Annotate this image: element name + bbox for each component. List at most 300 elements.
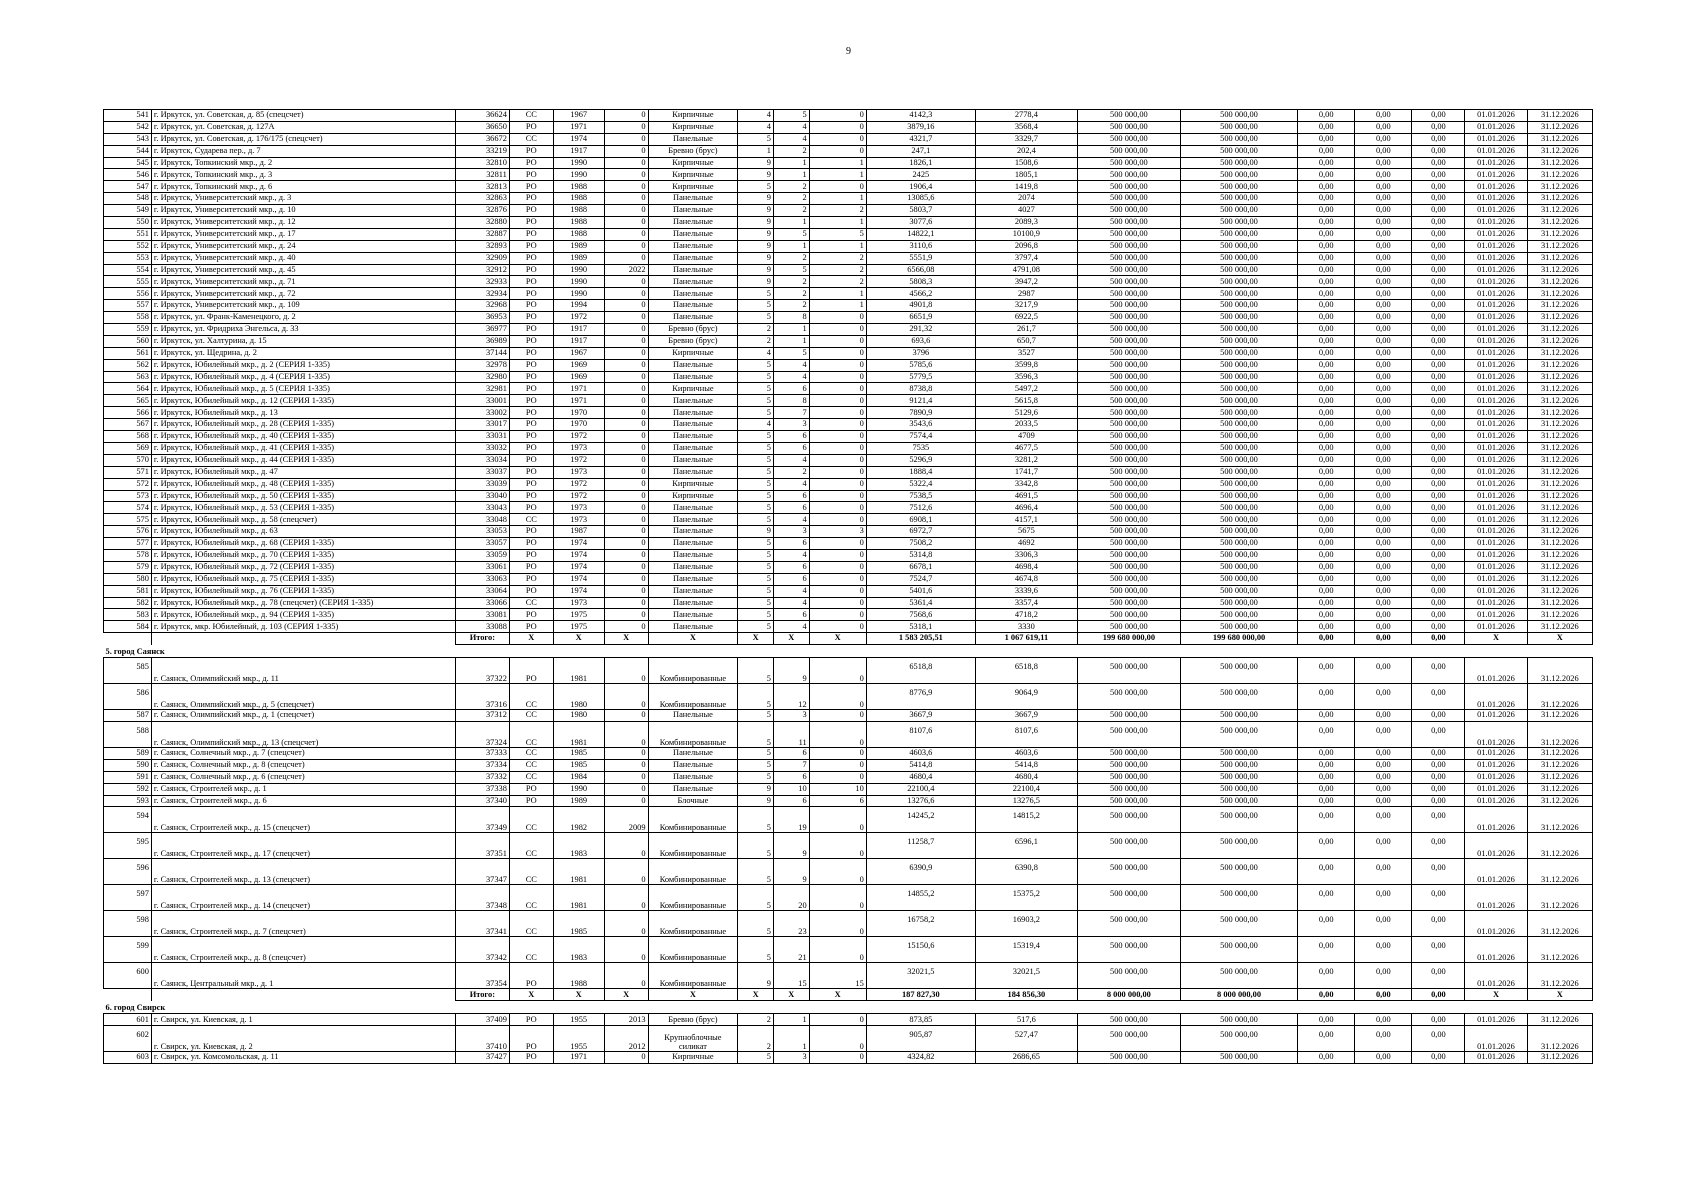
address: г. Иркутск, Юбилейный мкр., д. 58 (спецсчет): [151, 514, 455, 526]
cost-fund: 500 000,00: [1180, 1026, 1297, 1052]
row-number: 593: [104, 795, 152, 807]
cost-other: 0,00: [1412, 710, 1465, 722]
cost-budget-1: 0,00: [1298, 911, 1355, 937]
cost-budget-2: 0,00: [1355, 514, 1412, 526]
elevators: 0: [809, 133, 866, 145]
start-date: 01.01.2026: [1465, 684, 1527, 710]
table-row: [104, 549, 1593, 561]
total-value: 199 680 000,00: [1180, 633, 1297, 645]
cost-fund: 500 000,00: [1180, 157, 1297, 169]
repair-year: 0: [604, 181, 648, 193]
elevators: 0: [809, 1026, 866, 1052]
build-year: 1974: [553, 585, 604, 597]
entrances: 4: [773, 621, 809, 633]
cost-other: 0,00: [1412, 721, 1465, 747]
row-number: 563: [104, 371, 152, 383]
build-year: 1971: [553, 1052, 604, 1064]
cost-fund: 500 000,00: [1180, 833, 1297, 859]
elevators: 0: [809, 1052, 866, 1064]
entrances: 5: [773, 347, 809, 359]
total-area: 11258,7: [866, 833, 975, 859]
end-date: 31.12.2026: [1527, 609, 1592, 621]
build-year: 1983: [553, 937, 604, 963]
house-id: 36953: [455, 312, 509, 324]
address: г. Иркутск, Университетский мкр., д. 40: [151, 252, 455, 264]
cost-budget-1: 0,00: [1298, 359, 1355, 371]
cost-other: 0,00: [1412, 609, 1465, 621]
house-id: 36650: [455, 121, 509, 133]
elevators: 0: [809, 747, 866, 759]
end-date: 31.12.2026: [1527, 573, 1592, 585]
total-area: 3110,6: [866, 240, 975, 252]
house-id: 32880: [455, 217, 509, 229]
address: г. Свирск, ул. Киевская, д. 2: [151, 1026, 455, 1052]
cost-budget-2: 0,00: [1355, 526, 1412, 538]
table-row: [104, 795, 1593, 807]
table-row: [104, 252, 1593, 264]
living-area: 2089,3: [975, 217, 1077, 229]
start-date: 01.01.2026: [1465, 335, 1527, 347]
cost-other: 0,00: [1412, 276, 1465, 288]
living-area: 2033,5: [975, 419, 1077, 431]
floors: 5: [738, 859, 774, 885]
cost-other: 0,00: [1412, 110, 1465, 122]
cost-total: 500 000,00: [1077, 658, 1180, 684]
floors: 1: [738, 145, 774, 157]
end-date: 31.12.2026: [1527, 561, 1592, 573]
start-date: 01.01.2026: [1465, 359, 1527, 371]
cost-total: 500 000,00: [1077, 721, 1180, 747]
house-id: 37342: [455, 937, 509, 963]
table-row: [104, 1026, 1593, 1052]
floors: 5: [738, 721, 774, 747]
address: г. Саянск, Строителей мкр., д. 1: [151, 783, 455, 795]
row-number: 585: [104, 658, 152, 684]
cost-other: 0,00: [1412, 771, 1465, 783]
start-date: 01.01.2026: [1465, 747, 1527, 759]
cost-other: 0,00: [1412, 264, 1465, 276]
floors: 5: [738, 514, 774, 526]
living-area: 4027: [975, 205, 1077, 217]
elevators: 0: [809, 597, 866, 609]
floors: 9: [738, 205, 774, 217]
table-row: [104, 538, 1593, 550]
table-row: [104, 335, 1593, 347]
section-header: [104, 645, 1593, 658]
total-area: 32021,5: [866, 963, 975, 989]
cost-budget-2: 0,00: [1355, 597, 1412, 609]
address: г. Иркутск, ул. Франк-Каменецкого, д. 2: [151, 312, 455, 324]
entrances: 4: [773, 454, 809, 466]
address: г. Иркутск, Юбилейный мкр., д. 68 (СЕРИЯ 1-335): [151, 538, 455, 550]
row-number: 555: [104, 276, 152, 288]
house-id: 33032: [455, 442, 509, 454]
elevators: 0: [809, 347, 866, 359]
wall-material: Комбинированные: [648, 963, 738, 989]
start-date: 01.01.2026: [1465, 383, 1527, 395]
table-row: [104, 157, 1593, 169]
living-area: 3306,3: [975, 549, 1077, 561]
end-date: 31.12.2026: [1527, 747, 1592, 759]
table-row: [104, 561, 1593, 573]
cost-budget-2: 0,00: [1355, 228, 1412, 240]
elevators: 0: [809, 312, 866, 324]
elevators: 0: [809, 710, 866, 722]
total-value: 187 827,30: [866, 989, 975, 1001]
table-row: [104, 288, 1593, 300]
start-date: 01.01.2026: [1465, 371, 1527, 383]
cost-total: 500 000,00: [1077, 963, 1180, 989]
total-area: 16758,2: [866, 911, 975, 937]
elevators: 0: [809, 561, 866, 573]
account-type: СС: [509, 597, 553, 609]
table-row: [104, 684, 1593, 710]
cost-fund: 500 000,00: [1180, 300, 1297, 312]
cost-budget-2: 0,00: [1355, 771, 1412, 783]
end-date: 31.12.2026: [1527, 431, 1592, 443]
living-area: 4674,8: [975, 573, 1077, 585]
cost-budget-2: 0,00: [1355, 833, 1412, 859]
wall-material: Кирпичные: [648, 181, 738, 193]
row-number: 592: [104, 783, 152, 795]
table-row: [104, 609, 1593, 621]
end-date: 31.12.2026: [1527, 110, 1592, 122]
cost-total: 500 000,00: [1077, 181, 1180, 193]
wall-material: Комбинированные: [648, 937, 738, 963]
living-area: 15375,2: [975, 885, 1077, 911]
cost-total: 500 000,00: [1077, 1026, 1180, 1052]
cost-other: 0,00: [1412, 783, 1465, 795]
build-year: 1972: [553, 312, 604, 324]
start-date: 01.01.2026: [1465, 609, 1527, 621]
living-area: 650,7: [975, 335, 1077, 347]
entrances: 1: [773, 1026, 809, 1052]
account-type: РО: [509, 288, 553, 300]
cost-budget-1: 0,00: [1298, 442, 1355, 454]
cost-total: 500 000,00: [1077, 383, 1180, 395]
cost-fund: 500 000,00: [1180, 264, 1297, 276]
floors: 2: [738, 1014, 774, 1026]
entrances: 11: [773, 721, 809, 747]
total-area: 7508,2: [866, 538, 975, 550]
cost-fund: 500 000,00: [1180, 228, 1297, 240]
house-id: 33059: [455, 549, 509, 561]
house-id: 33066: [455, 597, 509, 609]
end-date: 31.12.2026: [1527, 181, 1592, 193]
end-date: 31.12.2026: [1527, 217, 1592, 229]
cost-fund: 500 000,00: [1180, 217, 1297, 229]
floors: 5: [738, 538, 774, 550]
elevators: 0: [809, 833, 866, 859]
housing-repair-table: [103, 109, 1593, 1064]
elevators: 0: [809, 490, 866, 502]
house-id: 33061: [455, 561, 509, 573]
build-year: 1989: [553, 795, 604, 807]
cost-total: 500 000,00: [1077, 478, 1180, 490]
house-id: 37341: [455, 911, 509, 937]
cost-budget-1: 0,00: [1298, 684, 1355, 710]
repair-year: 0: [604, 395, 648, 407]
living-area: 527,47: [975, 1026, 1077, 1052]
cost-other: 0,00: [1412, 885, 1465, 911]
elevators: 0: [809, 621, 866, 633]
cost-budget-1: 0,00: [1298, 526, 1355, 538]
build-year: 1990: [553, 783, 604, 795]
cost-budget-2: 0,00: [1355, 157, 1412, 169]
cost-fund: 500 000,00: [1180, 133, 1297, 145]
total-area: 7535: [866, 442, 975, 454]
end-date: 31.12.2026: [1527, 419, 1592, 431]
total-area: 14855,2: [866, 885, 975, 911]
account-type: СС: [509, 807, 553, 833]
address: г. Иркутск, ул. Советская, д. 85 (спецсчет): [151, 110, 455, 122]
house-id: 37348: [455, 885, 509, 911]
entrances: 6: [773, 573, 809, 585]
entrances: 1: [773, 335, 809, 347]
elevators: 0: [809, 442, 866, 454]
elevators: 0: [809, 371, 866, 383]
total-area: 905,87: [866, 1026, 975, 1052]
end-date: 31.12.2026: [1527, 252, 1592, 264]
cost-other: 0,00: [1412, 585, 1465, 597]
account-type: РО: [509, 312, 553, 324]
cost-fund: 500 000,00: [1180, 759, 1297, 771]
account-type: СС: [509, 684, 553, 710]
house-id: 33057: [455, 538, 509, 550]
cost-total: 500 000,00: [1077, 288, 1180, 300]
row-number: 557: [104, 300, 152, 312]
row-number: 576: [104, 526, 152, 538]
row-number: 578: [104, 549, 152, 561]
start-date: 01.01.2026: [1465, 514, 1527, 526]
cost-budget-2: 0,00: [1355, 721, 1412, 747]
cost-other: 0,00: [1412, 658, 1465, 684]
cost-other: 0,00: [1412, 807, 1465, 833]
account-type: РО: [509, 181, 553, 193]
row-number: 550: [104, 217, 152, 229]
row-number: 580: [104, 573, 152, 585]
elevators: 0: [809, 383, 866, 395]
cost-budget-1: 0,00: [1298, 181, 1355, 193]
x-mark: X: [604, 633, 648, 645]
account-type: РО: [509, 169, 553, 181]
house-id: 33219: [455, 145, 509, 157]
row-number: 561: [104, 347, 152, 359]
section-title: 6. город Свирск: [104, 1001, 1593, 1014]
cost-other: 0,00: [1412, 466, 1465, 478]
house-id: 33039: [455, 478, 509, 490]
floors: 5: [738, 833, 774, 859]
wall-material: Панельные: [648, 442, 738, 454]
build-year: 1973: [553, 514, 604, 526]
account-type: СС: [509, 859, 553, 885]
living-area: 4698,4: [975, 561, 1077, 573]
repair-year: 0: [604, 407, 648, 419]
start-date: 01.01.2026: [1465, 324, 1527, 336]
start-date: 01.01.2026: [1465, 264, 1527, 276]
table-row: [104, 526, 1593, 538]
house-id: 37312: [455, 710, 509, 722]
cost-other: 0,00: [1412, 407, 1465, 419]
build-year: 1981: [553, 885, 604, 911]
start-date: 01.01.2026: [1465, 110, 1527, 122]
wall-material: Кирпичные: [648, 1052, 738, 1064]
address: г. Иркутск, мкр. Юбилейный, д. 103 (СЕРИЯ 1-335): [151, 621, 455, 633]
total-area: 5401,6: [866, 585, 975, 597]
cost-budget-1: 0,00: [1298, 621, 1355, 633]
cost-other: 0,00: [1412, 288, 1465, 300]
wall-material: Панельные: [648, 710, 738, 722]
cost-budget-2: 0,00: [1355, 859, 1412, 885]
cost-budget-1: 0,00: [1298, 312, 1355, 324]
end-date: 31.12.2026: [1527, 335, 1592, 347]
start-date: 01.01.2026: [1465, 658, 1527, 684]
repair-year: 2022: [604, 264, 648, 276]
house-id: 37338: [455, 783, 509, 795]
cost-budget-2: 0,00: [1355, 585, 1412, 597]
cost-total: 500 000,00: [1077, 205, 1180, 217]
house-id: 32980: [455, 371, 509, 383]
cost-budget-2: 0,00: [1355, 783, 1412, 795]
living-area: 2074: [975, 193, 1077, 205]
address: г. Саянск, Олимпийский мкр., д. 1 (спецсчет): [151, 710, 455, 722]
table-row: [104, 759, 1593, 771]
cost-total: 500 000,00: [1077, 490, 1180, 502]
cost-total: 500 000,00: [1077, 759, 1180, 771]
total-area: 8107,6: [866, 721, 975, 747]
cost-total: 500 000,00: [1077, 783, 1180, 795]
living-area: 9064,9: [975, 684, 1077, 710]
house-id: 36624: [455, 110, 509, 122]
cost-budget-1: 0,00: [1298, 157, 1355, 169]
total-value: 1 583 205,51: [866, 633, 975, 645]
repair-year: 0: [604, 193, 648, 205]
cost-fund: 500 000,00: [1180, 419, 1297, 431]
entrances: 10: [773, 783, 809, 795]
end-date: 31.12.2026: [1527, 585, 1592, 597]
row-number: 571: [104, 466, 152, 478]
elevators: 0: [809, 324, 866, 336]
account-type: РО: [509, 276, 553, 288]
build-year: 1955: [553, 1026, 604, 1052]
address: г. Иркутск, Университетский мкр., д. 12: [151, 217, 455, 229]
wall-material: Панельные: [648, 252, 738, 264]
row-number: 599: [104, 937, 152, 963]
address: г. Саянск, Олимпийский мкр., д. 11: [151, 658, 455, 684]
cost-fund: 500 000,00: [1180, 609, 1297, 621]
start-date: 01.01.2026: [1465, 963, 1527, 989]
total-area: 3796: [866, 347, 975, 359]
total-area: 5551,9: [866, 252, 975, 264]
row-number: 549: [104, 205, 152, 217]
elevators: 0: [809, 502, 866, 514]
end-date: 31.12.2026: [1527, 133, 1592, 145]
cost-budget-1: 0,00: [1298, 1026, 1355, 1052]
cost-budget-2: 0,00: [1355, 324, 1412, 336]
floors: 5: [738, 759, 774, 771]
floors: 5: [738, 684, 774, 710]
cost-other: 0,00: [1412, 431, 1465, 443]
entrances: 4: [773, 371, 809, 383]
cost-fund: 500 000,00: [1180, 963, 1297, 989]
elevators: 1: [809, 169, 866, 181]
account-type: РО: [509, 228, 553, 240]
house-id: 37427: [455, 1052, 509, 1064]
elevators: 0: [809, 466, 866, 478]
wall-material: Комбинированные: [648, 911, 738, 937]
repair-year: 0: [604, 963, 648, 989]
living-area: 3596,3: [975, 371, 1077, 383]
row-number: 603: [104, 1052, 152, 1064]
cost-fund: 500 000,00: [1180, 937, 1297, 963]
end-date: 31.12.2026: [1527, 514, 1592, 526]
cost-budget-1: 0,00: [1298, 383, 1355, 395]
cost-budget-2: 0,00: [1355, 454, 1412, 466]
build-year: 1974: [553, 549, 604, 561]
cost-fund: 500 000,00: [1180, 288, 1297, 300]
cost-total: 500 000,00: [1077, 538, 1180, 550]
entrances: 7: [773, 407, 809, 419]
row-number: 589: [104, 747, 152, 759]
cost-other: 0,00: [1412, 561, 1465, 573]
house-id: 37351: [455, 833, 509, 859]
cost-fund: 500 000,00: [1180, 597, 1297, 609]
cost-budget-1: 0,00: [1298, 324, 1355, 336]
cost-total: 500 000,00: [1077, 347, 1180, 359]
table-row: [104, 597, 1593, 609]
repair-year: 0: [604, 359, 648, 371]
house-id: 32909: [455, 252, 509, 264]
address: г. Иркутск, ул. Фридриха Энгельса, д. 33: [151, 324, 455, 336]
table-row: [104, 621, 1593, 633]
start-date: 01.01.2026: [1465, 807, 1527, 833]
entrances: 1: [773, 157, 809, 169]
table-row: [104, 359, 1593, 371]
cost-other: 0,00: [1412, 395, 1465, 407]
wall-material: Панельные: [648, 573, 738, 585]
address: г. Саянск, Строителей мкр., д. 8 (спецсчет): [151, 937, 455, 963]
house-id: 32876: [455, 205, 509, 217]
address: г. Саянск, Олимпийский мкр., д. 13 (спецсчет): [151, 721, 455, 747]
cost-fund: 500 000,00: [1180, 747, 1297, 759]
cost-fund: 500 000,00: [1180, 335, 1297, 347]
cost-total: 500 000,00: [1077, 771, 1180, 783]
floors: 5: [738, 885, 774, 911]
entrances: 19: [773, 807, 809, 833]
account-type: РО: [509, 478, 553, 490]
cost-other: 0,00: [1412, 252, 1465, 264]
address: г. Иркутск, Топкинский мкр., д. 2: [151, 157, 455, 169]
table-row: [104, 133, 1593, 145]
wall-material: Панельные: [648, 454, 738, 466]
end-date: 31.12.2026: [1527, 442, 1592, 454]
repair-year: 0: [604, 324, 648, 336]
row-number: 566: [104, 407, 152, 419]
start-date: 01.01.2026: [1465, 145, 1527, 157]
cost-budget-1: 0,00: [1298, 783, 1355, 795]
living-area: 5497,2: [975, 383, 1077, 395]
address: г. Иркутск, Юбилейный мкр., д. 5 (СЕРИЯ 1-335): [151, 383, 455, 395]
account-type: СС: [509, 747, 553, 759]
living-area: 3281,2: [975, 454, 1077, 466]
cost-budget-2: 0,00: [1355, 710, 1412, 722]
start-date: 01.01.2026: [1465, 431, 1527, 443]
wall-material: Кирпичные: [648, 478, 738, 490]
floors: 2: [738, 1026, 774, 1052]
cost-budget-2: 0,00: [1355, 110, 1412, 122]
wall-material: Кирпичные: [648, 169, 738, 181]
floors: 5: [738, 395, 774, 407]
